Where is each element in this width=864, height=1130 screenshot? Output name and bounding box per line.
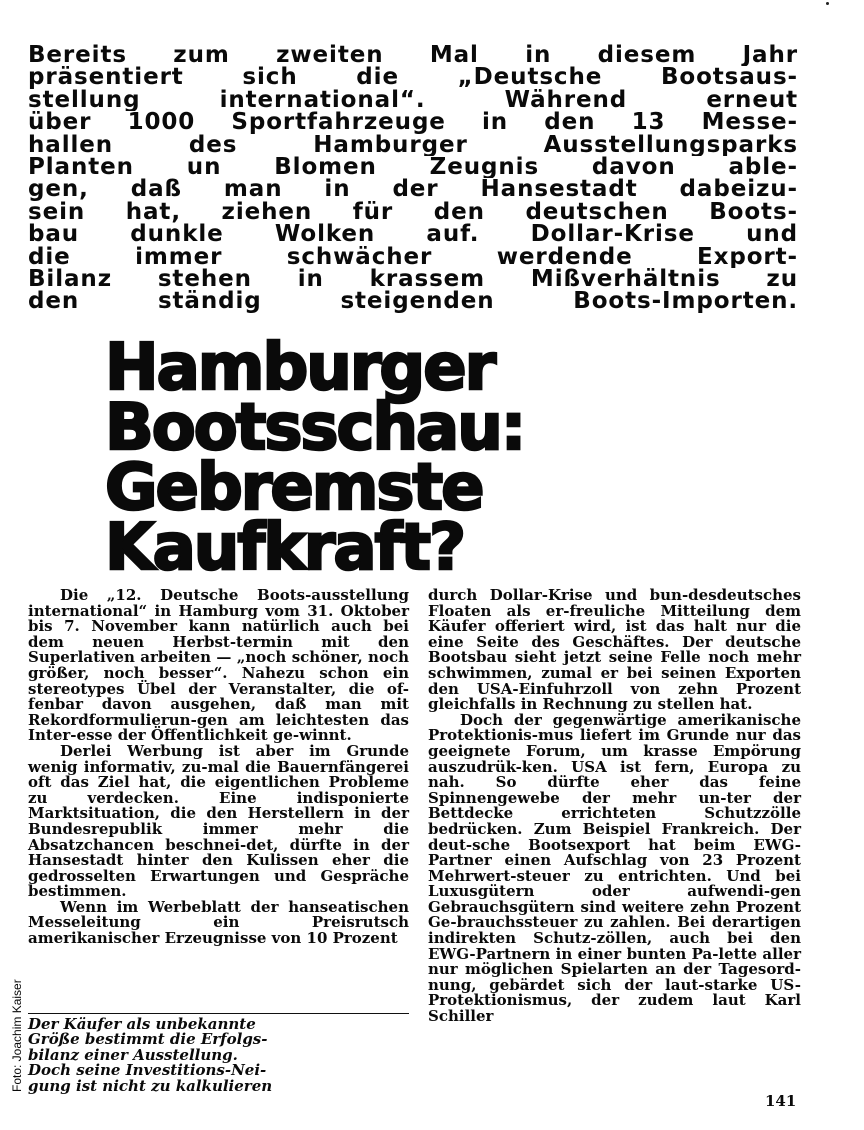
article-paragraph: durch Dollar-Krise und bun-desdeutsches Floaten als er-freuliche Mitteilung dem Käufer offeriert wird, ist das halt nur die eine Seite des Geschäftes. Der deutsche Bootsbau sieht jetzt seine Felle noch mehr schwimmen, zumal er bei seinen Exporten den USA-Einfuhrzoll von zehn Prozent gleichfalls in Rechnung zu stellen hat. <box>428 586 801 714</box>
article-paragraph: Die „12. Deutsche Boots-ausstellung international“ in Hamburg vom 31. Oktober bis 7. November kann natürlich auch bei dem neuen Herbst-termin mit den Superlativen arbeiten — „noch schöner, noch größer, noch besser“. Nahezu schon ein stereotypes Übel der Veranstalter, die of-fenbar davon ausgehen, daß man mit Rekordformulierun-gen am leichtesten das Inter-esse der Öffentlichkeit ge-winnt. <box>28 586 409 745</box>
article-column-right <box>428 588 801 1025</box>
intro-line: gen, daß man in der Hansestadt dabeizu- <box>28 178 798 201</box>
caption-line: Doch seine Investitions-Nei- <box>28 1061 267 1080</box>
headline-line: Bootsschau: <box>105 391 525 465</box>
headline-line: Hamburger <box>105 331 495 405</box>
article-paragraph: Doch der gegenwärtige amerikanische Protektionis-mus liefert im Grunde nur das geeignete Forum, um krasse Empörung auszudrük-ken. USA ist fern, Europa zu nah. So dürfte eher das feine Spinnengewebe der mehr un-ter der Bettdecke errichteten Schutzzölle bedrücken. Zum Beispiel Frankreich. Der deut-sche Bootsexport hat beim EWG-Partner einen Aufschlag von 23 Prozent Mehrwert-steuer zu entrichten. Und bei Luxusgütern oder aufwendi-gen Gebrauchsgütern sind weitere zehn Prozent Ge-brauchssteuer zu zahlen. Bei derartigen indirekten Schutz-zöllen, auch bei den EWG-Partnern in einer bunten Pa-lette aller nur möglichen Spielarten an der Tagesord-nung, gebärdet sich der laut-starke US-Protektionismus, der zudem laut Karl Schiller <box>428 710 801 1026</box>
photo-credit: Foto: Joachim Kaiser <box>10 979 24 1092</box>
caption-line: Der Käufer als unbekannte <box>28 1015 256 1033</box>
intro-line: Planten un Blomen Zeugnis davon able- <box>28 156 798 179</box>
intro-line: präsentiert sich die „Deutsche Bootsaus- <box>28 66 798 89</box>
intro-paragraph <box>28 44 798 313</box>
caption-line: bilanz einer Ausstellung. <box>28 1045 238 1064</box>
headline <box>105 331 725 585</box>
intro-line: Bereits zum zweiten Mal in diesem Jahr <box>28 44 798 67</box>
intro-line: den ständig steigenden Boots-Importen. <box>28 290 798 313</box>
headline-line: Kaufkraft? <box>105 511 465 585</box>
photo-caption <box>28 1013 409 1094</box>
intro-line: über 1000 Sportfahrzeuge in den 13 Messe- <box>28 111 798 134</box>
caption-line: gung ist nicht zu kalkulieren <box>28 1076 273 1095</box>
print-speck <box>826 2 829 5</box>
article-column-left <box>28 588 409 947</box>
page-number: 141 <box>765 1092 797 1110</box>
headline-line: Gebremste <box>105 451 483 525</box>
intro-line: die immer schwächer werdende Export- <box>28 245 798 269</box>
article-paragraph: Wenn im Werbeblatt der hanseatischen Messeleitung ein Preisrutsch amerikanischer Erzeugnisse von 10 Prozent <box>28 897 409 948</box>
intro-line: sein hat, ziehen für den deutschen Boots- <box>28 200 798 224</box>
intro-line: Bilanz stehen in krassem Mißverhältnis zu <box>28 268 798 291</box>
article-paragraph: Derlei Werbung ist aber im Grunde wenig informativ, zu-mal die Bauernfängerei oft das Ziel hat, die eigentlichen Probleme zu verdecken. Eine indisponierte Marktsituation, die den Herstellern in der Bundesrepublik immer mehr die Absatzchancen beschnei-det, dürfte in der Hansestadt hinter den Kulissen eher die gedrosselten Erwartungen und Gespräche bestimmen. <box>28 741 409 901</box>
intro-line: stellung international“. Während erneut <box>28 88 798 112</box>
intro-line: hallen des Hamburger Ausstellungsparks <box>28 133 798 157</box>
caption-line: Größe bestimmt die Erfolgs- <box>28 1030 268 1049</box>
intro-line: bau dunkle Wolken auf. Dollar-Krise und <box>28 223 798 246</box>
